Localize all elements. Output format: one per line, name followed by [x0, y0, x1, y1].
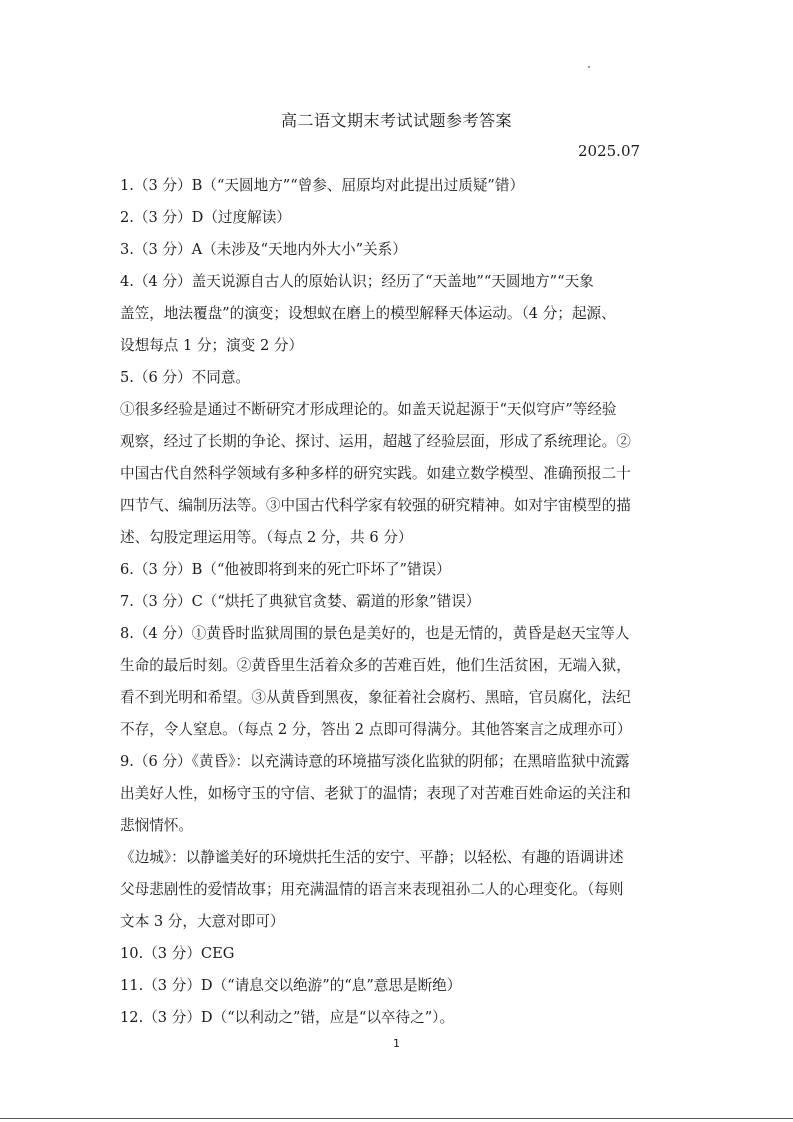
answer-line: 11.（3 分）D（“请息交以绝游”的“息”意思是断绝）	[120, 977, 462, 994]
answer-line: 5.（6 分）不同意。	[120, 369, 251, 386]
answer-line: 中国古代自然科学领域有多种多样的研究实践。如建立数学模型、准确预报二十	[120, 465, 631, 482]
answer-line: 3.（3 分）A（未涉及“天地内外大小”关系）	[120, 241, 407, 258]
answer-8	[120, 618, 680, 746]
answer-line: ①很多经验是通过不断研究才形成理论的。如盖天说起源于“天似穹庐”等经验	[120, 401, 617, 418]
answer-2	[120, 202, 680, 234]
answer-11	[120, 970, 680, 1002]
answer-line: 悲悯情怀。	[120, 817, 193, 834]
answer-line: 1.（3 分）B（“天圆地方”“曾参、屈原均对此提出过质疑”错）	[120, 177, 525, 194]
answer-line: 不存，令人窒息。（每点 2 分，答出 2 点即可得满分。其他答案言之成理亦可）	[120, 721, 632, 738]
answer-line: 述、勾股定理运用等。（每点 2 分，共 6 分）	[120, 529, 413, 546]
answer-line: 文本 3 分，大意对即可）	[120, 913, 285, 930]
answer-line: 12.（3 分）D（“以利动之”错，应是“以卒待之”）。	[120, 1009, 455, 1026]
answer-6	[120, 554, 680, 586]
answer-line: 9.（6 分）《黄昏》：以充满诗意的环境描写淡化监狱的阴郁；在黑暗监狱中流露	[120, 753, 630, 770]
answer-line: 4.（4 分）盖天说源自古人的原始认识；经历了“天盖地”“天圆地方”“天象	[120, 273, 594, 290]
answer-5	[120, 362, 680, 554]
answer-line: 四节气、编制历法等。③中国古代科学家有较强的研究精神。如对宇宙模型的描	[120, 497, 631, 514]
answer-line: 观察，经过了长期的争论、探讨、运用，超越了经验层面，形成了系统理论。②	[120, 433, 631, 450]
answer-line: 父母悲剧性的爱情故事；用充满温情的语言来表现祖孙二人的心理变化。（每则	[120, 881, 624, 898]
answer-line: 6.（3 分）B（“他被即将到来的死亡吓坏了”错误）	[120, 561, 451, 578]
answer-7	[120, 586, 680, 618]
answer-1	[120, 170, 680, 202]
answer-line: 7.（3 分）C（“烘托了典狱官贪婪、霸道的形象”错误）	[120, 593, 481, 610]
answer-line: 出美好人性，如杨守玉的守信、老狱丁的温情；表现了对苦难百姓命运的关注和	[120, 785, 631, 802]
answer-list	[120, 170, 680, 1034]
answer-line: 2.（3 分）D（过度解读）	[120, 209, 291, 226]
answer-9	[120, 746, 680, 938]
answer-3	[120, 234, 680, 266]
answer-line: 盖笠，地法覆盘”的演变；设想蚁在磨上的模型解释天体运动。（4 分；起源、	[120, 305, 616, 322]
answer-4	[120, 266, 680, 362]
answer-10	[120, 938, 680, 970]
scan-speck	[588, 66, 590, 68]
answer-line: 10.（3 分）CEG	[120, 945, 235, 962]
answer-line: 设想每点 1 分；演变 2 分）	[120, 337, 304, 354]
answer-line: 看不到光明和希望。③从黄昏到黑夜，象征着社会腐朽、黑暗，官员腐化，法纪	[120, 689, 631, 706]
bottom-divider	[0, 1118, 793, 1119]
page-number: 1	[393, 1037, 400, 1050]
exam-date: 2025.07	[578, 142, 641, 160]
page-title: 高二语文期末考试试题参考答案	[280, 111, 512, 130]
answer-line: 8.（4 分）①黄昏时监狱周围的景色是美好的，也是无情的，黄昏是赵天宝等人	[120, 625, 630, 642]
answer-line: 《边城》：以静谧美好的环境烘托生活的安宁、平静；以轻松、有趣的语调讲述	[120, 849, 624, 866]
answer-12	[120, 1002, 680, 1034]
answer-line: 生命的最后时刻。②黄昏里生活着众多的苦难百姓，他们生活贫困，无端入狱，	[120, 657, 631, 674]
